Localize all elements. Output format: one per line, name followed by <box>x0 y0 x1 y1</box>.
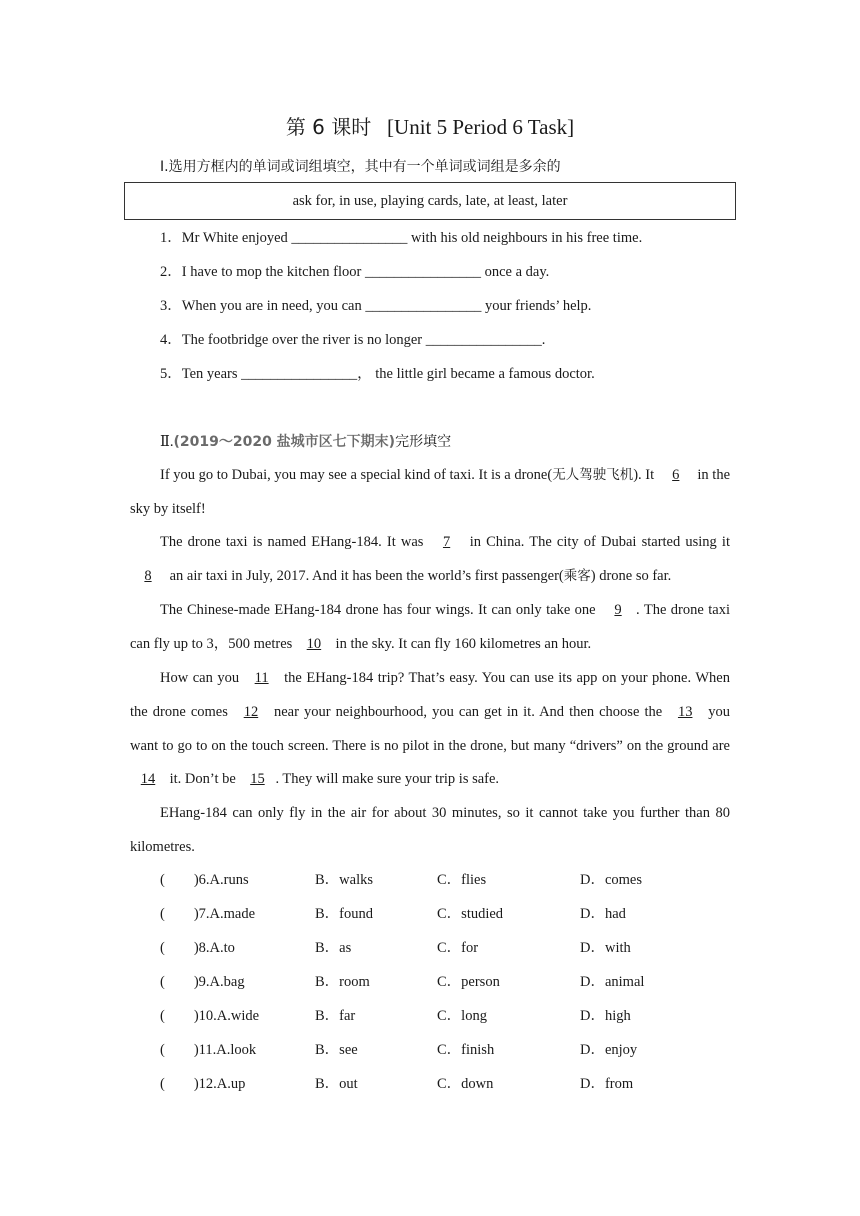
p2-cn: 乘客 <box>563 567 591 584</box>
section1-heading-text: Ⅰ.选用方框内的单词或词组填空，其中有一个单词或词组是多余的 <box>160 159 561 175</box>
question-number[interactable]: ( )11.A.look <box>160 1042 257 1058</box>
blank-6[interactable]: 6 <box>672 467 680 483</box>
blank-9[interactable]: 9 <box>614 602 622 618</box>
p2-text: in China. The city of Dubai started using it <box>464 534 730 550</box>
cloze-paragraph-3 <box>130 594 730 662</box>
blank-7[interactable]: 7 <box>442 534 451 550</box>
option-b[interactable]: B．room <box>315 974 370 990</box>
option-row-12 <box>160 1073 760 1095</box>
word-box-text: ask for, in use, playing cards, late, at least, later <box>292 192 568 209</box>
fill-item-1: 1．Mr White enjoyed ________________ with his old neighbours in his free time. <box>160 230 643 246</box>
option-c[interactable]: C．person <box>437 974 500 990</box>
page-title <box>0 112 860 142</box>
question-number[interactable]: ( )8.A.to <box>160 940 235 956</box>
title-en: [Unit 5 Period 6 Task] <box>387 115 575 139</box>
option-row-11 <box>160 1039 760 1061</box>
option-b[interactable]: B．as <box>315 940 352 956</box>
cloze-paragraph-2 <box>130 526 730 594</box>
option-d[interactable]: D．had <box>580 906 626 922</box>
option-b[interactable]: B．walks <box>315 872 373 888</box>
cloze-paragraph-4 <box>130 662 730 797</box>
p4-text: near your neighbourhood, you can get in it. And then choose the <box>268 703 668 720</box>
p2-text: ) drone so far. <box>590 567 672 584</box>
blank-11[interactable]: 11 <box>254 670 269 686</box>
option-d[interactable]: D．high <box>580 1008 631 1024</box>
blank-8[interactable]: 8 <box>144 567 152 584</box>
p1-text: in the sky by itself! <box>130 467 731 517</box>
section2-heading-source: (2019～2020 盐城市区七下期末) <box>173 434 396 450</box>
option-b[interactable]: B．found <box>315 906 373 922</box>
fill-item-3: 3．When you are in need, you can ________________ your friends’ help. <box>160 298 592 314</box>
word-box <box>124 182 736 220</box>
option-c[interactable]: C．long <box>437 1008 487 1024</box>
blank-15[interactable]: 15 <box>250 771 265 788</box>
option-row-9 <box>160 971 760 993</box>
p1-text: ). It <box>633 467 658 483</box>
option-d[interactable]: D．animal <box>580 974 645 990</box>
section2-heading-cn: 完形填空 <box>395 434 452 450</box>
option-d[interactable]: D．comes <box>580 872 643 888</box>
p1-cn: 无人驾驶飞机 <box>552 467 634 483</box>
option-c[interactable]: C．down <box>437 1076 494 1092</box>
option-row-7 <box>160 903 760 925</box>
p4-text: . They will make sure your trip is safe. <box>275 771 500 788</box>
option-c[interactable]: C．for <box>437 940 479 956</box>
section1-heading <box>160 156 561 178</box>
p4-text: the EHang-184 trip? That’s easy. You can use its app on your phone. When the drone comes <box>130 670 730 720</box>
blank-14[interactable]: 14 <box>140 771 156 788</box>
p4-text: How can you <box>160 670 244 686</box>
question-number[interactable]: ( )7.A.made <box>160 906 256 922</box>
option-b[interactable]: B．far <box>315 1008 356 1024</box>
cloze-paragraph-5 <box>130 797 730 865</box>
cloze-paragraph-1 <box>130 459 730 527</box>
option-d[interactable]: D．from <box>580 1076 634 1092</box>
section2-heading <box>160 431 451 453</box>
option-b[interactable]: B．see <box>315 1042 358 1058</box>
blank-13[interactable]: 13 <box>677 703 693 720</box>
fill-item-4: 4．The footbridge over the river is no longer ________________. <box>160 332 546 348</box>
question-number[interactable]: ( )9.A.bag <box>160 974 245 990</box>
p1-text: If you go to Dubai, you may see a special kind of taxi. It is a drone( <box>160 467 553 483</box>
option-c[interactable]: C．studied <box>437 906 504 922</box>
question-number[interactable]: ( )6.A.runs <box>160 872 249 888</box>
p2-text: The drone taxi is named EHang-184. It was <box>160 534 429 550</box>
option-row-8 <box>160 937 760 959</box>
fill-item-2: 2．I have to mop the kitchen floor ________________ once a day. <box>160 264 550 280</box>
fill-item-5: 5．Ten years ________________， the little girl became a famous doctor. <box>160 366 595 382</box>
option-c[interactable]: C．flies <box>437 872 487 888</box>
question-number[interactable]: ( )10.A.wide <box>160 1008 260 1024</box>
p4-text: it. Don’t be <box>166 771 240 788</box>
p4-text: you want to go to on the touch screen. There is no pilot in the drone, but many “drivers” on the ground are <box>130 703 731 754</box>
p3-text: in the sky. It can fly 160 kilometres an hour. <box>331 635 592 652</box>
title-cn: 第 6 课时 <box>285 115 372 139</box>
blank-12[interactable]: 12 <box>243 703 259 720</box>
option-row-6 <box>160 869 760 891</box>
p3-text: . The drone taxi can fly up to 3，500 metres <box>130 602 730 652</box>
p5-text: EHang-184 can only fly in the air for about 30 minutes, so it cannot take you further than 80 kilometres. <box>130 805 730 855</box>
option-row-10 <box>160 1005 760 1027</box>
section2-heading-num: Ⅱ. <box>160 434 174 450</box>
option-b[interactable]: B．out <box>315 1076 358 1092</box>
option-d[interactable]: D．with <box>580 940 631 956</box>
p3-text: The Chinese-made EHang-184 drone has four wings. It can only take one <box>160 602 601 618</box>
question-number[interactable]: ( )12.A.up <box>160 1076 246 1092</box>
option-c[interactable]: C．finish <box>437 1042 495 1058</box>
blank-10[interactable]: 10 <box>306 635 322 652</box>
p2-text: an air taxi in July, 2017. And it has been the world’s first passenger( <box>166 567 564 584</box>
option-d[interactable]: D．enjoy <box>580 1042 638 1058</box>
